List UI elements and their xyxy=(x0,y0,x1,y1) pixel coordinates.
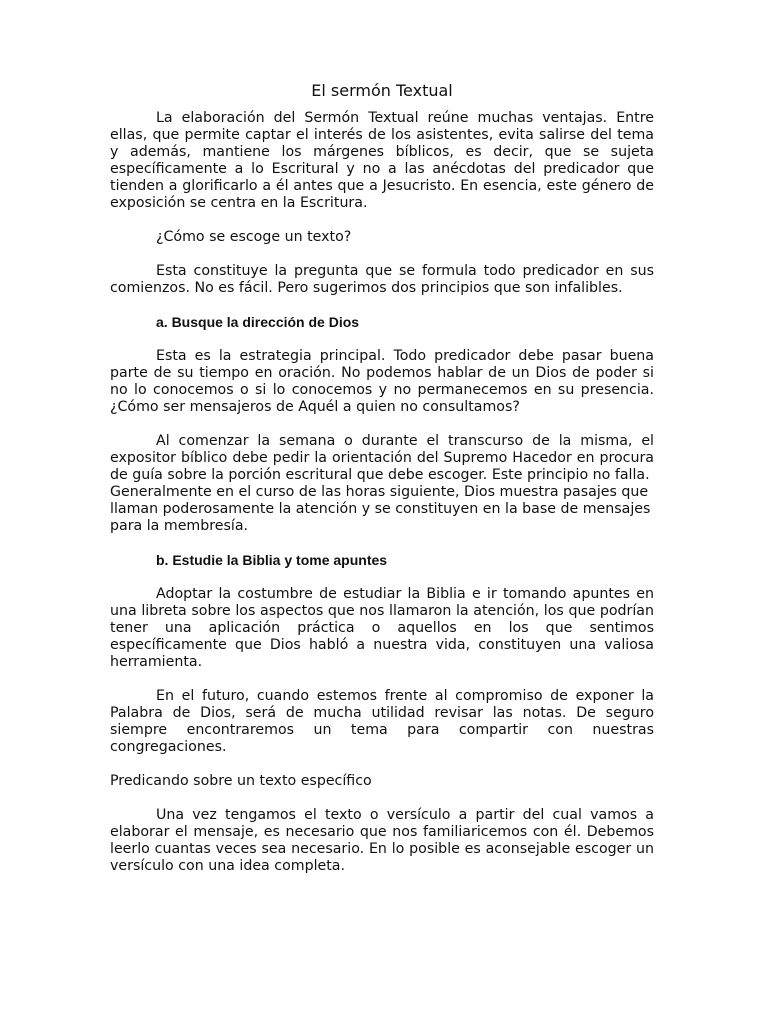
paragraph-familiarize: Una vez tengamos el texto o versículo a partir del cual vamos a elaborar el mensaje, es necesario que nos familiaricemos con él. Debemos leerlo cuantas veces sea necesario. En lo posible es aconsejable escoger un versículo con una idea completa. xyxy=(110,807,654,874)
paragraph-week: Al comenzar la semana o durante el transcurso de la misma, el expositor bíblico debe pedir la orientación del Supremo Hacedor en procura de guía sobre la porción escritural que debe escoger. Este principio no falla. xyxy=(110,433,654,483)
paragraph-intro: La elaboración del Sermón Textual reúne muchas ventajas. Entre ellas, que permite captar el interés de los asistentes, evita salirse del tema y además, mantiene los márgenes bíblicos, es decir, que se sujeta específicamente a lo Escritural y no a las anécdotas del predicador que tienden a glorificarlo a él antes que a Jesucristo. En esencia, este género de exposición se centra en la Escritura. xyxy=(110,110,654,211)
paragraph-strategy: Esta es la estrategia principal. Todo predicador debe pasar buena parte de su tiempo en oración. No podemos hablar de un Dios de poder si no lo conocemos o si lo conocemos y no permanecemos en su presencia. ¿Cómo ser mensajeros de Aquél a quien no consultamos? xyxy=(110,348,654,415)
subheading-specific-text: Predicando sobre un texto específico xyxy=(110,773,372,789)
paragraph-notes-habit: Adoptar la costumbre de estudiar la Biblia e ir tomando apuntes en una libreta sobre los aspectos que nos llamaron la atención, los que podrían tener una aplicación práctica o aquellos en los que sentimos específicamente que Dios habló a nuestra vida, constituyen una valiosa herramienta. xyxy=(110,586,654,670)
document-page xyxy=(110,80,654,875)
paragraph-future: En el futuro, cuando estemos frente al compromiso de exponer la Palabra de Dios, será de mucha utilidad revisar las notas. De seguro siempre encontraremos un tema para compartir con nuestras congregaciones. xyxy=(110,688,654,755)
paragraph-generally: Generalmente en el curso de las horas siguiente, Dios muestra pasajes que llaman poderosamente la atención y se constituyen en la base de mensajes para la membresía. xyxy=(110,484,651,534)
section-heading-b: b. Estudie la Biblia y tome apuntes xyxy=(156,552,388,568)
document-title: El sermón Textual xyxy=(311,81,453,100)
section-heading-a: a. Busque la dirección de Dios xyxy=(156,314,360,330)
paragraph-question-answer: Esta constituye la pregunta que se formula todo predicador en sus comienzos. No es fácil. Pero sugerimos dos principios que son infalibles. xyxy=(110,263,654,296)
question-how-choose-text: ¿Cómo se escoge un texto? xyxy=(156,229,352,245)
